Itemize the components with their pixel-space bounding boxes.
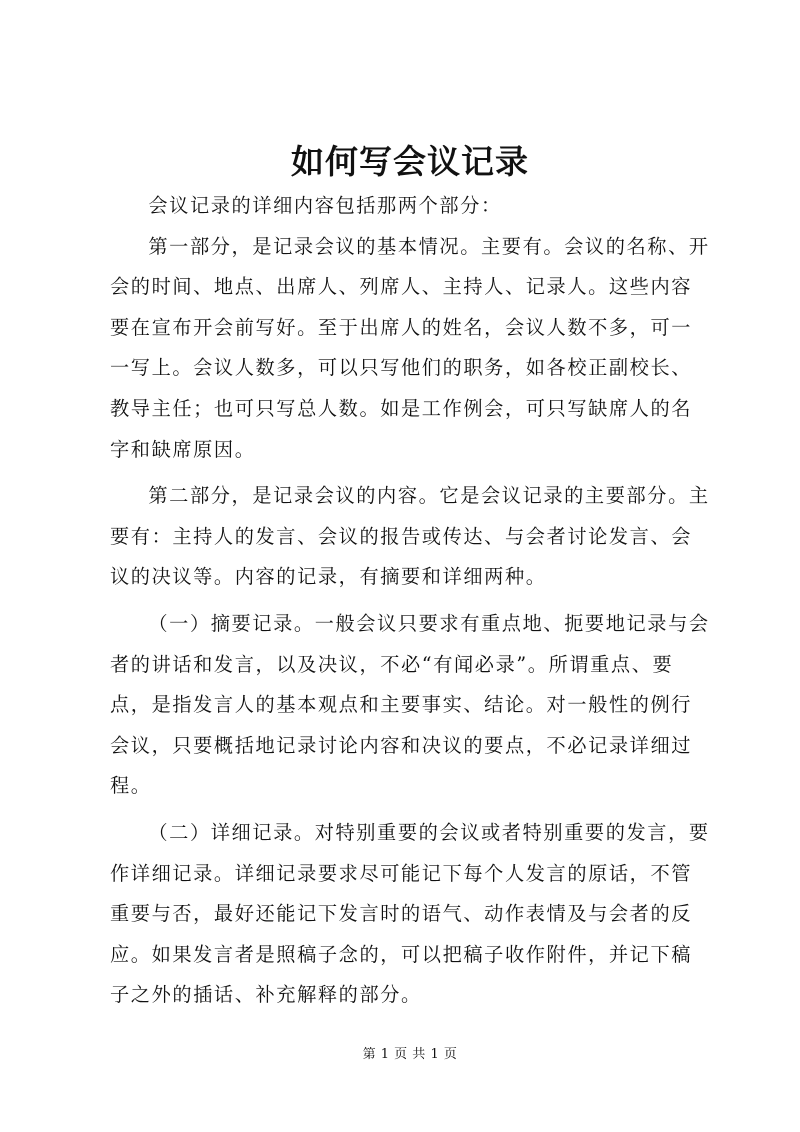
page-footer: 第 1 页 共 1 页 [362, 1047, 458, 1062]
paragraph-detailed-record: （二）详细记录。对特别重要的会议或者特别重要的发言，要作详细记录。详细记录要求尽可能记下每个人发言的原话，不管重要与否，最好还能记下发言时的语气、动作表情及与会者的反应。如果发言者是照稿子念的，可以把稿子收作附件，并记下稿子之外的插话、补充解释的部分。 [110, 820, 710, 1007]
paragraph-part-two: 第二部分，是记录会议的内容。它是会议记录的主要部分。主要有：主持人的发言、会议的报告或传达、与会者讨论发言、会议的决议等。内容的记录，有摘要和详细两种。 [110, 484, 710, 589]
document-title: 如何写会议记录 [291, 142, 529, 181]
paragraph-intro: 会议记录的详细内容包括那两个部分： [148, 194, 502, 217]
paragraph-summary-record: （一）摘要记录。一般会议只要求有重点地、扼要地记录与会者的讲话和发言，以及决议，不必“有闻必录”。所谓重点、要点，是指发言人的基本观点和主要事实、结论。对一般性的例行会议，只要概括地记录讨论内容和决议的要点，不必记录详细过程。 [110, 611, 710, 798]
paragraph-part-one: 第一部分，是记录会议的基本情况。主要有。会议的名称、开会的时间、地点、出席人、列席人、主持人、记录人。这些内容要在宣布开会前写好。至于出席人的姓名，会议人数不多，可一一写上。会议人数多，可以只写他们的职务，如各校正副校长、教导主任；也可只写总人数。如是工作例会，可只写缺席人的名字和缺席原因。 [110, 234, 710, 461]
document-body [110, 186, 710, 1016]
